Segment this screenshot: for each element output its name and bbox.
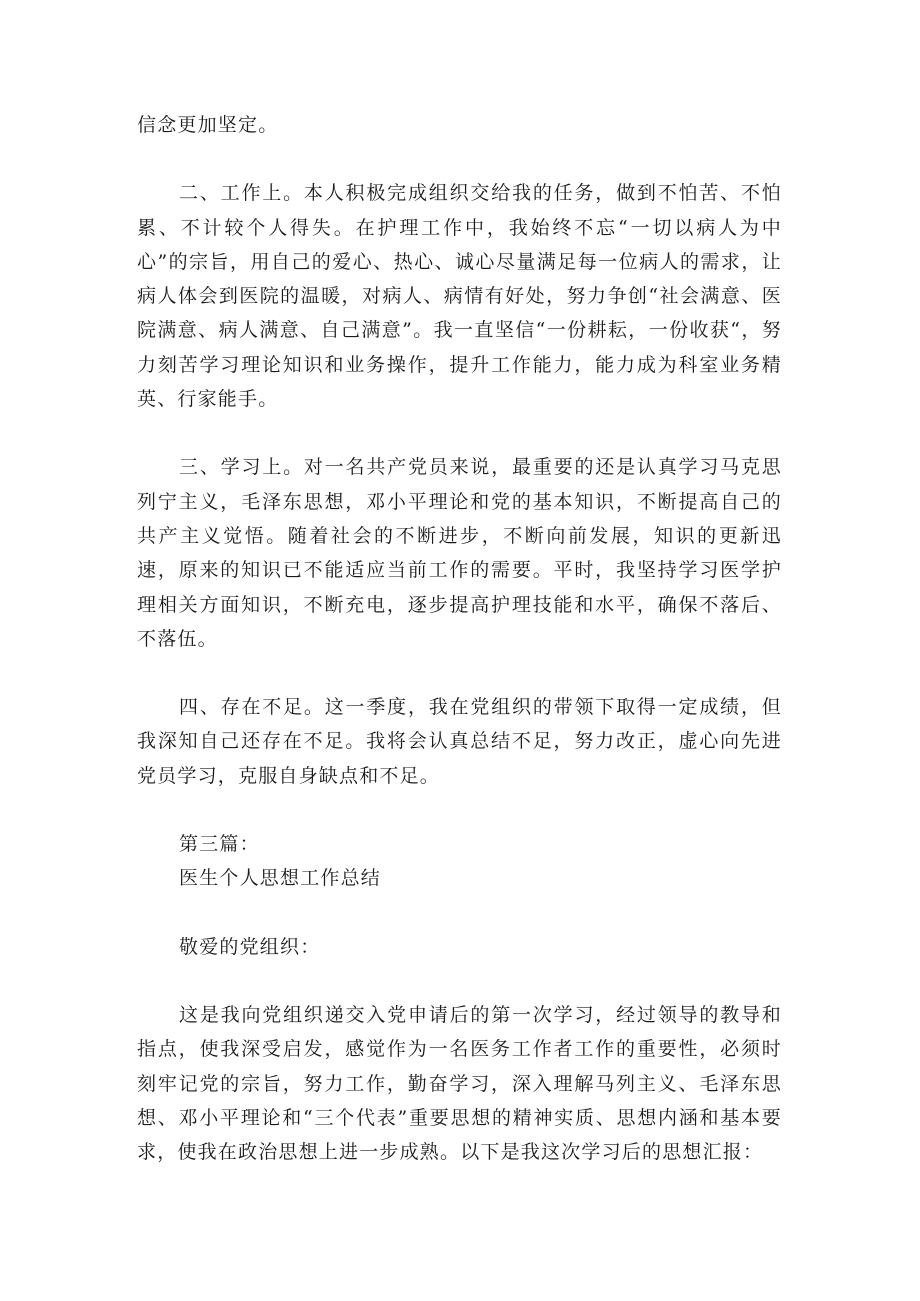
paragraph-gap [137,896,782,930]
paragraph-continuation: 信念更加坚定。 [137,114,279,136]
section-heading [137,827,782,896]
paragraph-gap [137,656,782,690]
paragraph-gap [137,416,782,450]
paragraph-work: 二、工作上。本人积极完成组织交给我的任务，做到不怕苦、不怕累、不计较个人得失。在护理工作中，我始终不忘“一切以病人为中心”的宗旨，用自己的爱心、热心、诚心尽量满足每一位病人的需求，让病人体会到医院的温暖，对病人、病情有好处，努力争创“社会满意、医院满意、病人满意、自己满意”。我一直坚信“一份耕耘，一份收获“，努力刻苦学习理论知识和业务操作，提升工作能力，能力成为科室业务精英、行家能手。 [137,182,782,411]
paragraph-gap [137,793,782,827]
document-page [137,108,782,1169]
paragraph-report: 这是我向党组织递交入党申请后的第一次学习，经过领导的教导和指点，使我深受启发，感觉作为一名医务工作者工作的重要性，必须时刻牢记党的宗旨，努力工作，勤奋学习，深入理解马列主义、毛泽东思想、邓小平理论和“三个代表”重要思想的精神实质、思想内涵和基本要求，使我在政治思想上进一步成熟。以下是我这次学习后的思想汇报： [137,1003,782,1164]
section-title: 医生个人思想工作总结 [179,867,382,890]
paragraph-gap [137,142,782,176]
paragraph-shortcomings: 四、存在不足。这一季度，我在党组织的带领下取得一定成绩，但我深知自己还存在不足。我将会认真总结不足，努力改正，虚心向先进党员学习，克服自身缺点和不足。 [137,696,782,787]
salutation: 敬爱的党组织： [179,935,321,958]
paragraph-study: 三、学习上。对一名共产党员来说，最重要的还是认真学习马克思列宁主义，毛泽东思想，邓小平理论和党的基本知识，不断提高自己的共产主义觉悟。随着社会的不断进步，不断向前发展，知识的更新迅速，原来的知识已不能适应当前工作的需要。平时，我坚持学习医学护理相关方面知识，不断充电，逐步提高护理技能和水平，确保不落后、不落伍。 [137,456,782,650]
paragraph-gap [137,964,782,998]
section-label: 第三篇： [179,833,260,856]
